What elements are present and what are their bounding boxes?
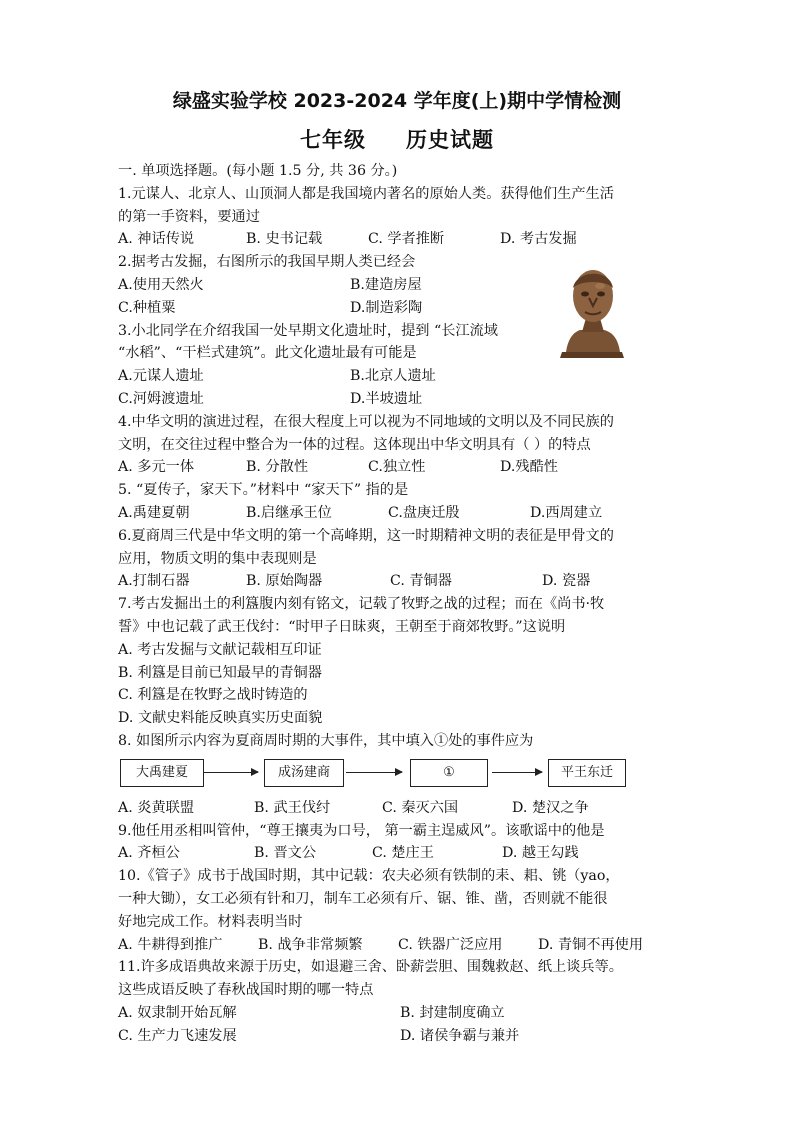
- q9-option-b[interactable]: B. 晋文公: [254, 845, 317, 862]
- q6-option-d[interactable]: D. 瓷器: [542, 573, 591, 590]
- q2-stem-line1: 2.据考古发掘，右图所示的我国早期人类已经会: [118, 254, 416, 271]
- q8-flow-diagram: [118, 753, 688, 797]
- q3-options-row2: [118, 388, 688, 411]
- q1-option-b[interactable]: B. 史书记载: [246, 231, 323, 248]
- q5-option-b[interactable]: B.启继承王位: [246, 504, 332, 521]
- question-list: [118, 160, 688, 1047]
- q11-option-d[interactable]: D. 诸侯争霸与兼并: [400, 1027, 520, 1044]
- q11-option-c[interactable]: C. 生产力飞速发展: [118, 1027, 237, 1044]
- q3-option-a[interactable]: A.元谋人遗址: [118, 368, 204, 385]
- q9-option-a[interactable]: A. 齐桓公: [118, 845, 180, 862]
- q5-options: [118, 502, 688, 525]
- flow-box-1: 大禹建夏: [120, 759, 204, 787]
- q8-option-a[interactable]: A. 炎黄联盟: [118, 799, 195, 816]
- q4-option-c[interactable]: C.独立性: [368, 459, 426, 476]
- q5-option-a[interactable]: A.禹建夏朝: [118, 504, 190, 521]
- q2-option-c[interactable]: C.种植粟: [118, 299, 176, 316]
- flow-box-3: ①: [410, 759, 488, 787]
- q6-stem-line1: 6.夏商周三代是中华文明的第一个高峰期，这一时期精神文明的表征是甲骨文的: [118, 527, 614, 544]
- subject-label: 历史试题: [406, 128, 494, 152]
- q4-option-a[interactable]: A. 多元一体: [118, 459, 195, 476]
- q3-option-b[interactable]: B.北京人遗址: [350, 368, 436, 385]
- q9-option-d[interactable]: D. 越王勾践: [502, 845, 579, 862]
- q6-option-b[interactable]: B. 原始陶器: [246, 573, 323, 590]
- q11-option-b[interactable]: B. 封建制度确立: [400, 1004, 505, 1021]
- q6-option-a[interactable]: A.打制石器: [118, 573, 190, 590]
- q3-options-row1: [118, 365, 688, 388]
- q10-option-c[interactable]: C. 铁器广泛应用: [398, 936, 503, 953]
- q5-option-d[interactable]: D.西周建立: [530, 504, 603, 521]
- q5-stem-line1: 5. “夏传子，家天下。”材料中 “家天下” 指的是: [118, 482, 409, 499]
- q1-option-d[interactable]: D. 考古发掘: [500, 231, 577, 248]
- q8-options: [118, 797, 688, 820]
- q10-option-a[interactable]: A. 牛耕得到推广: [118, 936, 223, 953]
- q11-option-a[interactable]: A. 奴隶制开始瓦解: [118, 1004, 237, 1021]
- exam-subtitle: [0, 124, 794, 154]
- q7-option-c[interactable]: C. 利簋是在牧野之战时铸造的: [118, 687, 308, 704]
- q2-options-row1: [118, 274, 688, 297]
- q2-option-d[interactable]: D.制造彩陶: [350, 299, 423, 316]
- q1-option-a[interactable]: A. 神话传说: [118, 231, 195, 248]
- q10-stem-line1: 10.《管子》成书于战国时期，其中记载：农夫必须有铁制的耒、耜、铫（yao，: [118, 868, 620, 885]
- q9-options: [118, 842, 688, 865]
- q4-stem-line2: 文明，在交往过程中整合为一体的过程。这体现出中华文明具有（ ）的特点: [118, 436, 591, 453]
- q4-stem-line1: 4.中华文明的演进过程，在很大程度上可以视为不同地域的文明以及不同民族的: [118, 413, 614, 430]
- q7-option-a[interactable]: A. 考古发掘与文献记载相互印证: [118, 641, 322, 658]
- q7-option-d[interactable]: D. 文献史料能反映真实历史面貌: [118, 710, 323, 727]
- q6-stem-line2: 应用，物质文明的集中表现则是: [118, 550, 317, 567]
- q7-stem-line2: 誓》中也记载了武王伐纣：“时甲子日昧爽，王朝至于商郊牧野。”这说明: [118, 618, 566, 635]
- q8-option-d[interactable]: D. 楚汉之争: [512, 799, 589, 816]
- q11-options-row1: [118, 1002, 688, 1025]
- q6-option-c[interactable]: C. 青铜器: [390, 573, 452, 590]
- q1-option-c[interactable]: C. 学者推断: [368, 231, 445, 248]
- q11-options-row2: [118, 1025, 688, 1048]
- q6-options: [118, 570, 688, 593]
- q4-option-d[interactable]: D.残酷性: [500, 459, 558, 476]
- q10-option-d[interactable]: D. 青铜不再使用: [538, 936, 644, 953]
- flow-arrow-1: [204, 772, 258, 773]
- q2-option-b[interactable]: B.建造房屋: [350, 276, 422, 293]
- q8-option-b[interactable]: B. 武王伐纣: [254, 799, 331, 816]
- q11-stem-line2: 这些成语反映了春秋战国时期的哪一特点: [118, 982, 374, 999]
- q9-stem-line1: 9.他任用丞相叫管仲，“尊王攘夷为口号， 第一霸主逞威风”。该歌谣中的他是: [118, 822, 605, 839]
- q10-stem-line3: 好地完成工作。材料表明当时: [118, 913, 303, 930]
- flow-arrow-2: [346, 772, 402, 773]
- q3-stem-line1: 3.小北同学在介绍我国一处早期文化遗址时，提到 “长江流域: [118, 322, 498, 339]
- q8-stem-line1: 8. 如图所示内容为夏商周时期的大事件，其中填入①处的事件应为: [118, 732, 534, 749]
- q3-option-c[interactable]: C.河姆渡遗址: [118, 390, 204, 407]
- q9-option-c[interactable]: C. 楚庄王: [372, 845, 434, 862]
- q7-option-b[interactable]: B. 利簋是目前已知最早的青铜器: [118, 664, 322, 681]
- q10-options: [118, 934, 688, 957]
- q8-option-c[interactable]: C. 秦灭六国: [382, 799, 459, 816]
- q1-stem-line2: 的第一手资料，要通过: [118, 208, 260, 225]
- q10-stem-line2: 一种大锄），女工必须有针和刀，制车工必须有斤、锯、锥、凿，否则就不能很: [118, 890, 608, 907]
- q11-stem-line1: 11.许多成语典故来源于历史，如退避三舍、卧薪尝胆、围魏救赵、纸上谈兵等。: [118, 959, 623, 976]
- q2-option-a[interactable]: A.使用天然火: [118, 276, 204, 293]
- flow-box-4: 平王东迁: [548, 759, 626, 787]
- flow-arrow-3: [492, 772, 542, 773]
- q5-option-c[interactable]: C.盘庚迁殷: [388, 504, 460, 521]
- q3-option-d[interactable]: D.半坡遗址: [350, 390, 423, 407]
- q1-options: [118, 228, 688, 251]
- flow-box-2: 成汤建商: [264, 759, 344, 787]
- q7-stem-line1: 7.考古发掘出土的利簋腹内刻有铭文，记载了牧野之战的过程；而在《尚书·牧: [118, 596, 605, 613]
- q3-stem-line2: “水稻”、“干栏式建筑”。此文化遗址最有可能是: [118, 345, 417, 362]
- q4-options: [118, 456, 688, 479]
- q1-stem-line1: 1.元谋人、北京人、山顶洞人都是我国境内著名的原始人类。获得他们生产生活: [118, 185, 614, 202]
- q10-option-b[interactable]: B. 战争非常频繁: [258, 936, 363, 953]
- section-heading: 一. 单项选择题。(每小题 1.5 分, 共 36 分。): [118, 163, 398, 179]
- exam-title: 绿盛实验学校 2023-2024 学年度(上)期中学情检测: [172, 90, 622, 112]
- q2-options-row2: [118, 297, 688, 320]
- q4-option-b[interactable]: B. 分散性: [246, 459, 309, 476]
- grade-label: 七年级: [300, 128, 366, 152]
